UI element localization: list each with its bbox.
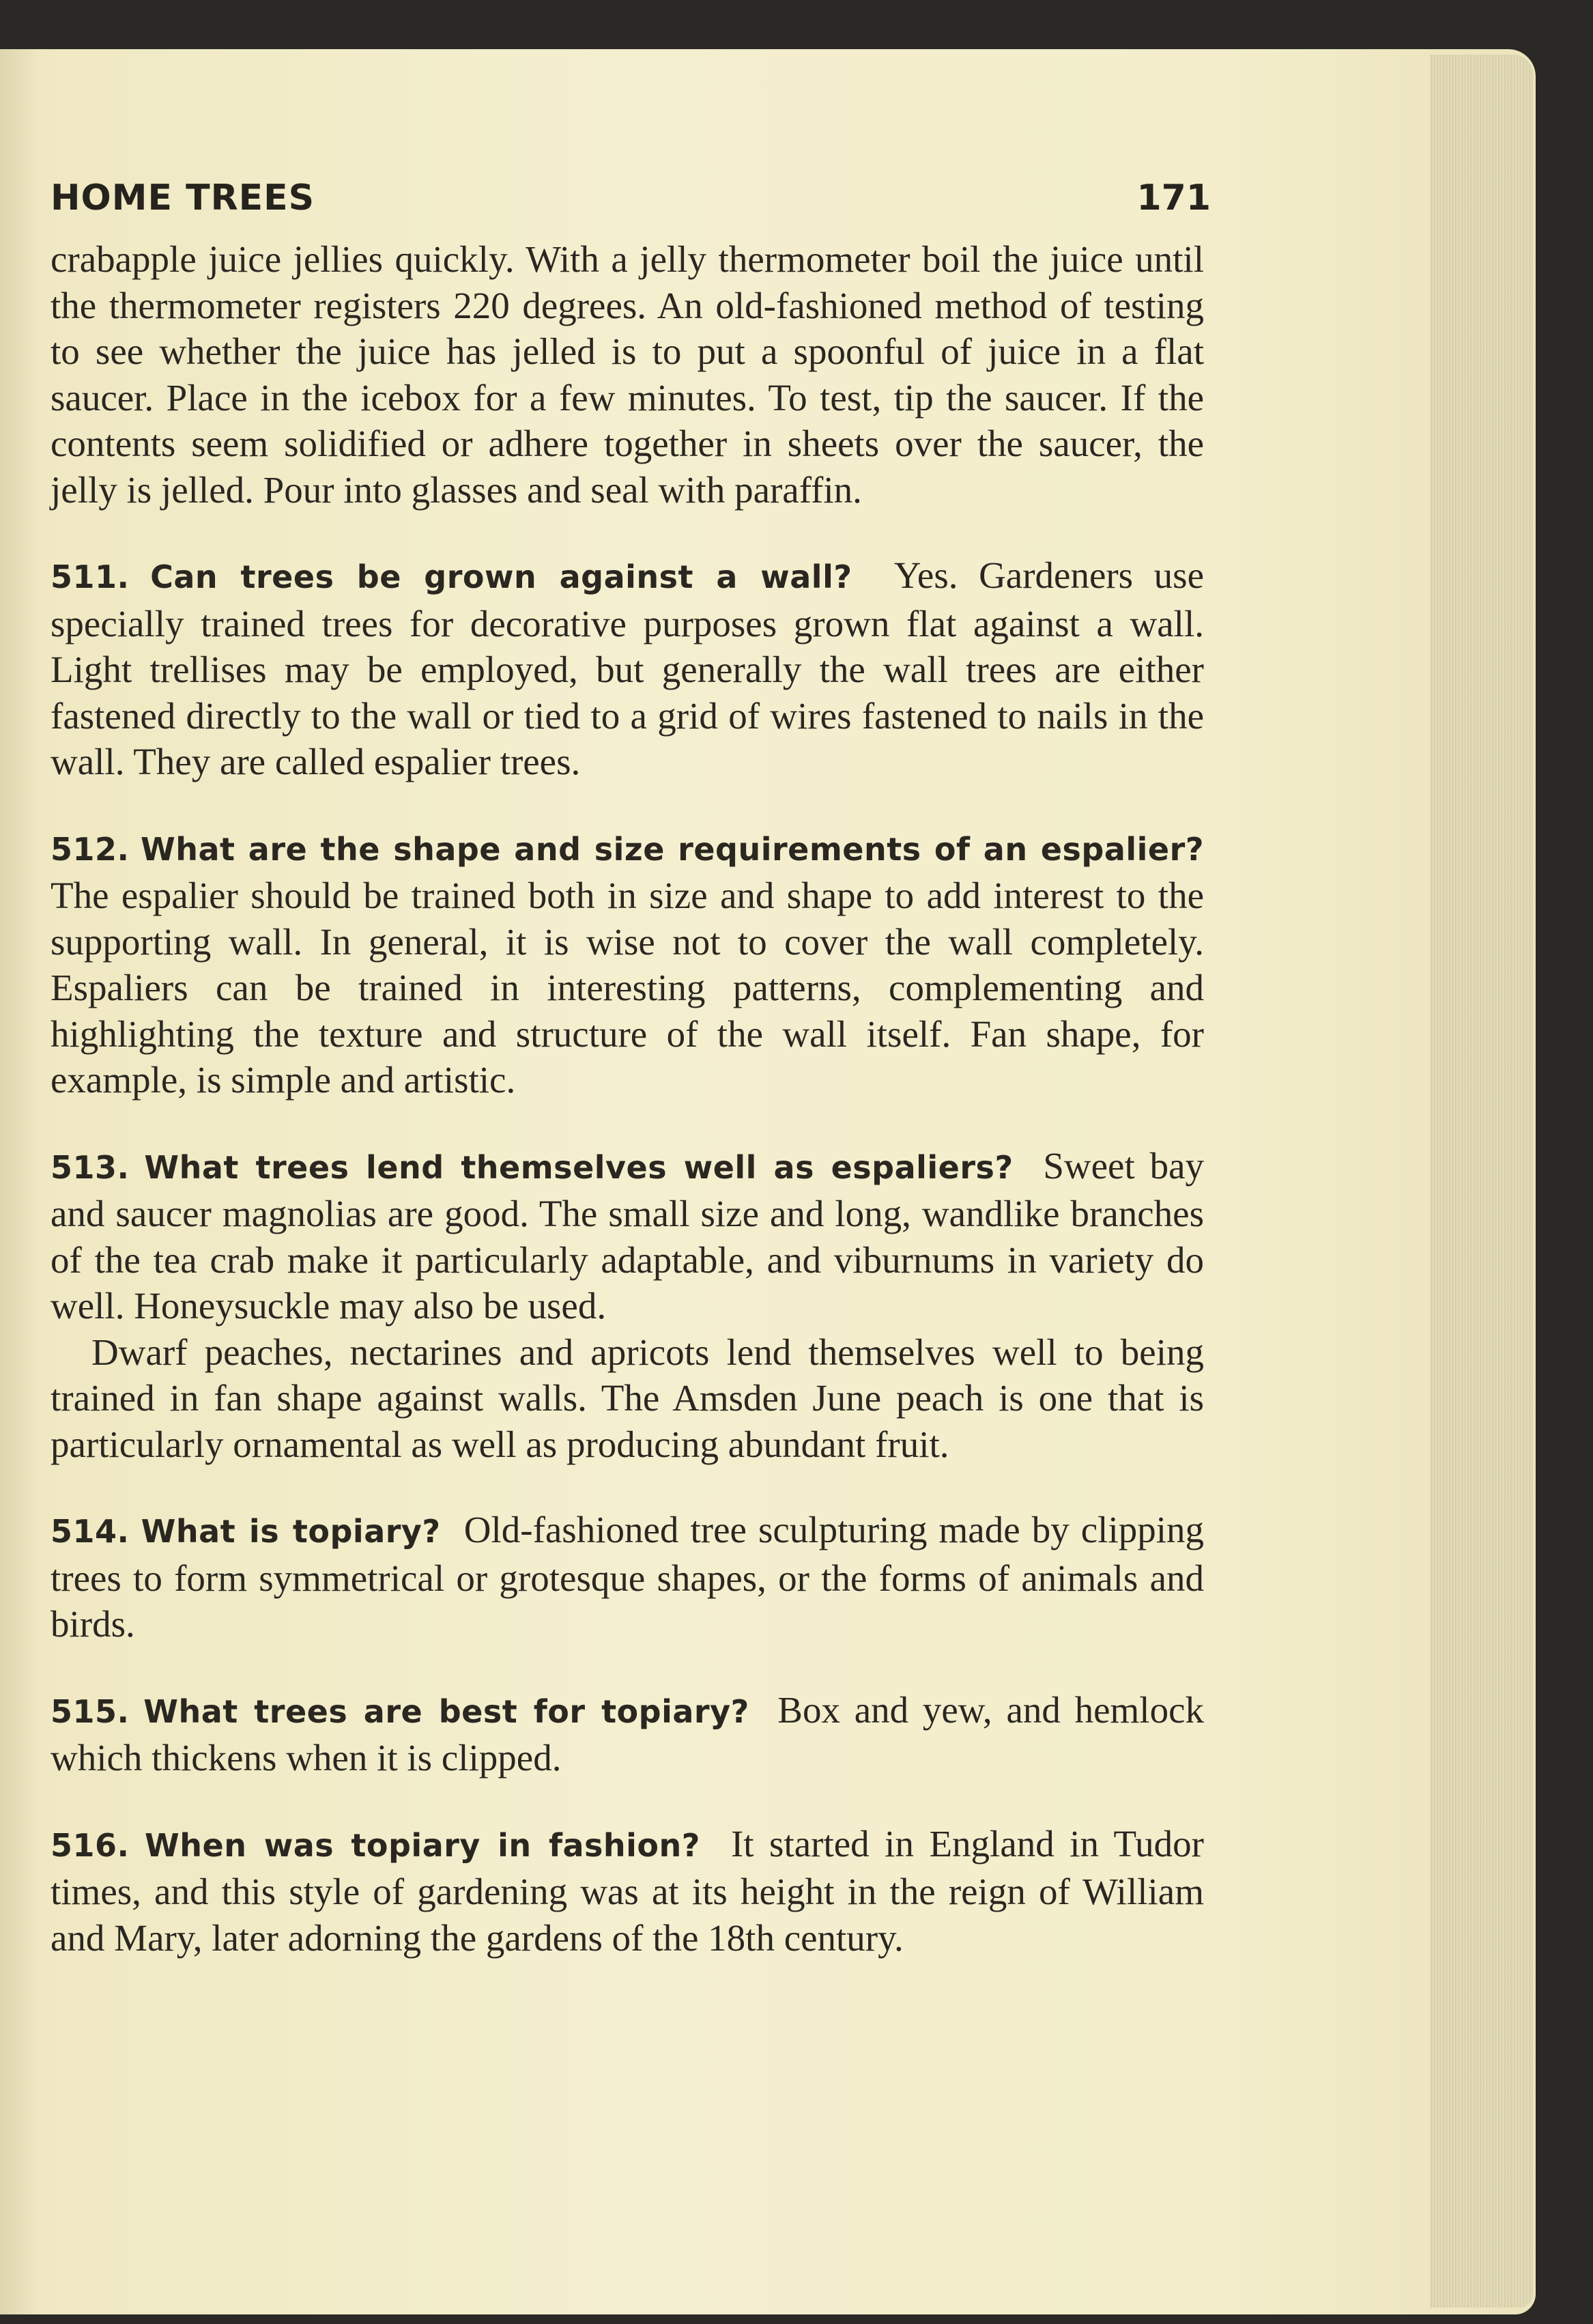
question-text: Can trees be grown against a wall? bbox=[150, 558, 852, 595]
question-text: What trees are best for topiary? bbox=[143, 1692, 749, 1730]
answer-text: Old-fashioned tree sculpturing made by clipping trees to form symmetrical or grotesque shapes, or the forms of animals and birds. bbox=[51, 1509, 1205, 1645]
gutter-shadow bbox=[0, 49, 41, 2314]
entry-512 bbox=[51, 825, 1204, 1103]
entry-513-continuation: Dwarf peaches, nectarines and apricots lend themselves well to being trained in fan shape against walls. The Amsden June peach is one that is particularly ornamental as well as producing abundant fruit. bbox=[51, 1331, 1204, 1465]
page-number: 171 bbox=[1136, 178, 1211, 218]
question-number: 516. bbox=[51, 1826, 130, 1864]
page-edges bbox=[1431, 55, 1533, 2308]
question-number: 515. bbox=[51, 1692, 130, 1730]
question-text: When was topiary in fashion? bbox=[145, 1826, 700, 1864]
continuation-paragraph: crabapple juice jellies quickly. With a jelly thermometer boil the juice until the thermometer registers 220 degrees. An old-fashioned method of testing to see whether the juice has jelled is to put a spoonful of juice in a flat saucer. Place in the icebox for a few minutes. To test, tip the saucer. If the contents seem solidified or adhere together in sheets over the saucer, the jelly is jelled. Pour into glasses and seal with paraffin. bbox=[51, 238, 1204, 511]
question-text: What trees lend themselves well as espaliers? bbox=[144, 1148, 1014, 1186]
question-number: 513. bbox=[51, 1148, 130, 1186]
entry-515 bbox=[51, 1687, 1204, 1781]
question-text: What is topiary? bbox=[141, 1513, 441, 1550]
entry-511 bbox=[51, 552, 1204, 785]
page-content bbox=[51, 178, 1211, 1961]
running-head bbox=[51, 178, 1211, 232]
answer-text: The espalier should be trained both in size and shape to add interest to the supporting wall. In general, it is wise not to cover the wall completely. Espaliers can be trained in interesting patterns, complementing and highlighting the texture and structure of the wall itself. Fan shape, for example, is simple and artistic. bbox=[51, 875, 1204, 1101]
answer-text: Yes. Gardeners use specially trained trees for decorative purposes grown flat against a wall. Light trellises may be employed, but generally the wall trees are either fastened directly to the wall or tied to a grid of wires fastened to nails in the wall. They are called espalier trees. bbox=[51, 554, 1204, 782]
question-number: 512. bbox=[51, 830, 130, 868]
answer-text: Sweet bay and saucer magnolias are good. The small size and long, wandlike branches of the tea crab make it particularly adaptable, and viburnums in variety do well. Honeysuckle may also be used. bbox=[51, 1144, 1205, 1327]
question-number: 511. bbox=[51, 558, 130, 595]
entry-513 bbox=[51, 1143, 1204, 1329]
question-text: What are the shape and size requirements of an espalier? bbox=[141, 830, 1205, 868]
answer-text: Box and yew, and hemlock which thickens when it is clipped. bbox=[51, 1688, 1204, 1779]
entry-514 bbox=[51, 1507, 1204, 1647]
question-number: 514. bbox=[51, 1513, 130, 1550]
answer-text: It started in England in Tudor times, and this style of gardening was at its height in the reign of William and Mary, later adorning the gardens of the 18th century. bbox=[51, 1822, 1205, 1959]
running-head-title: HOME TREES bbox=[51, 178, 315, 218]
entry-516 bbox=[51, 1821, 1204, 1961]
